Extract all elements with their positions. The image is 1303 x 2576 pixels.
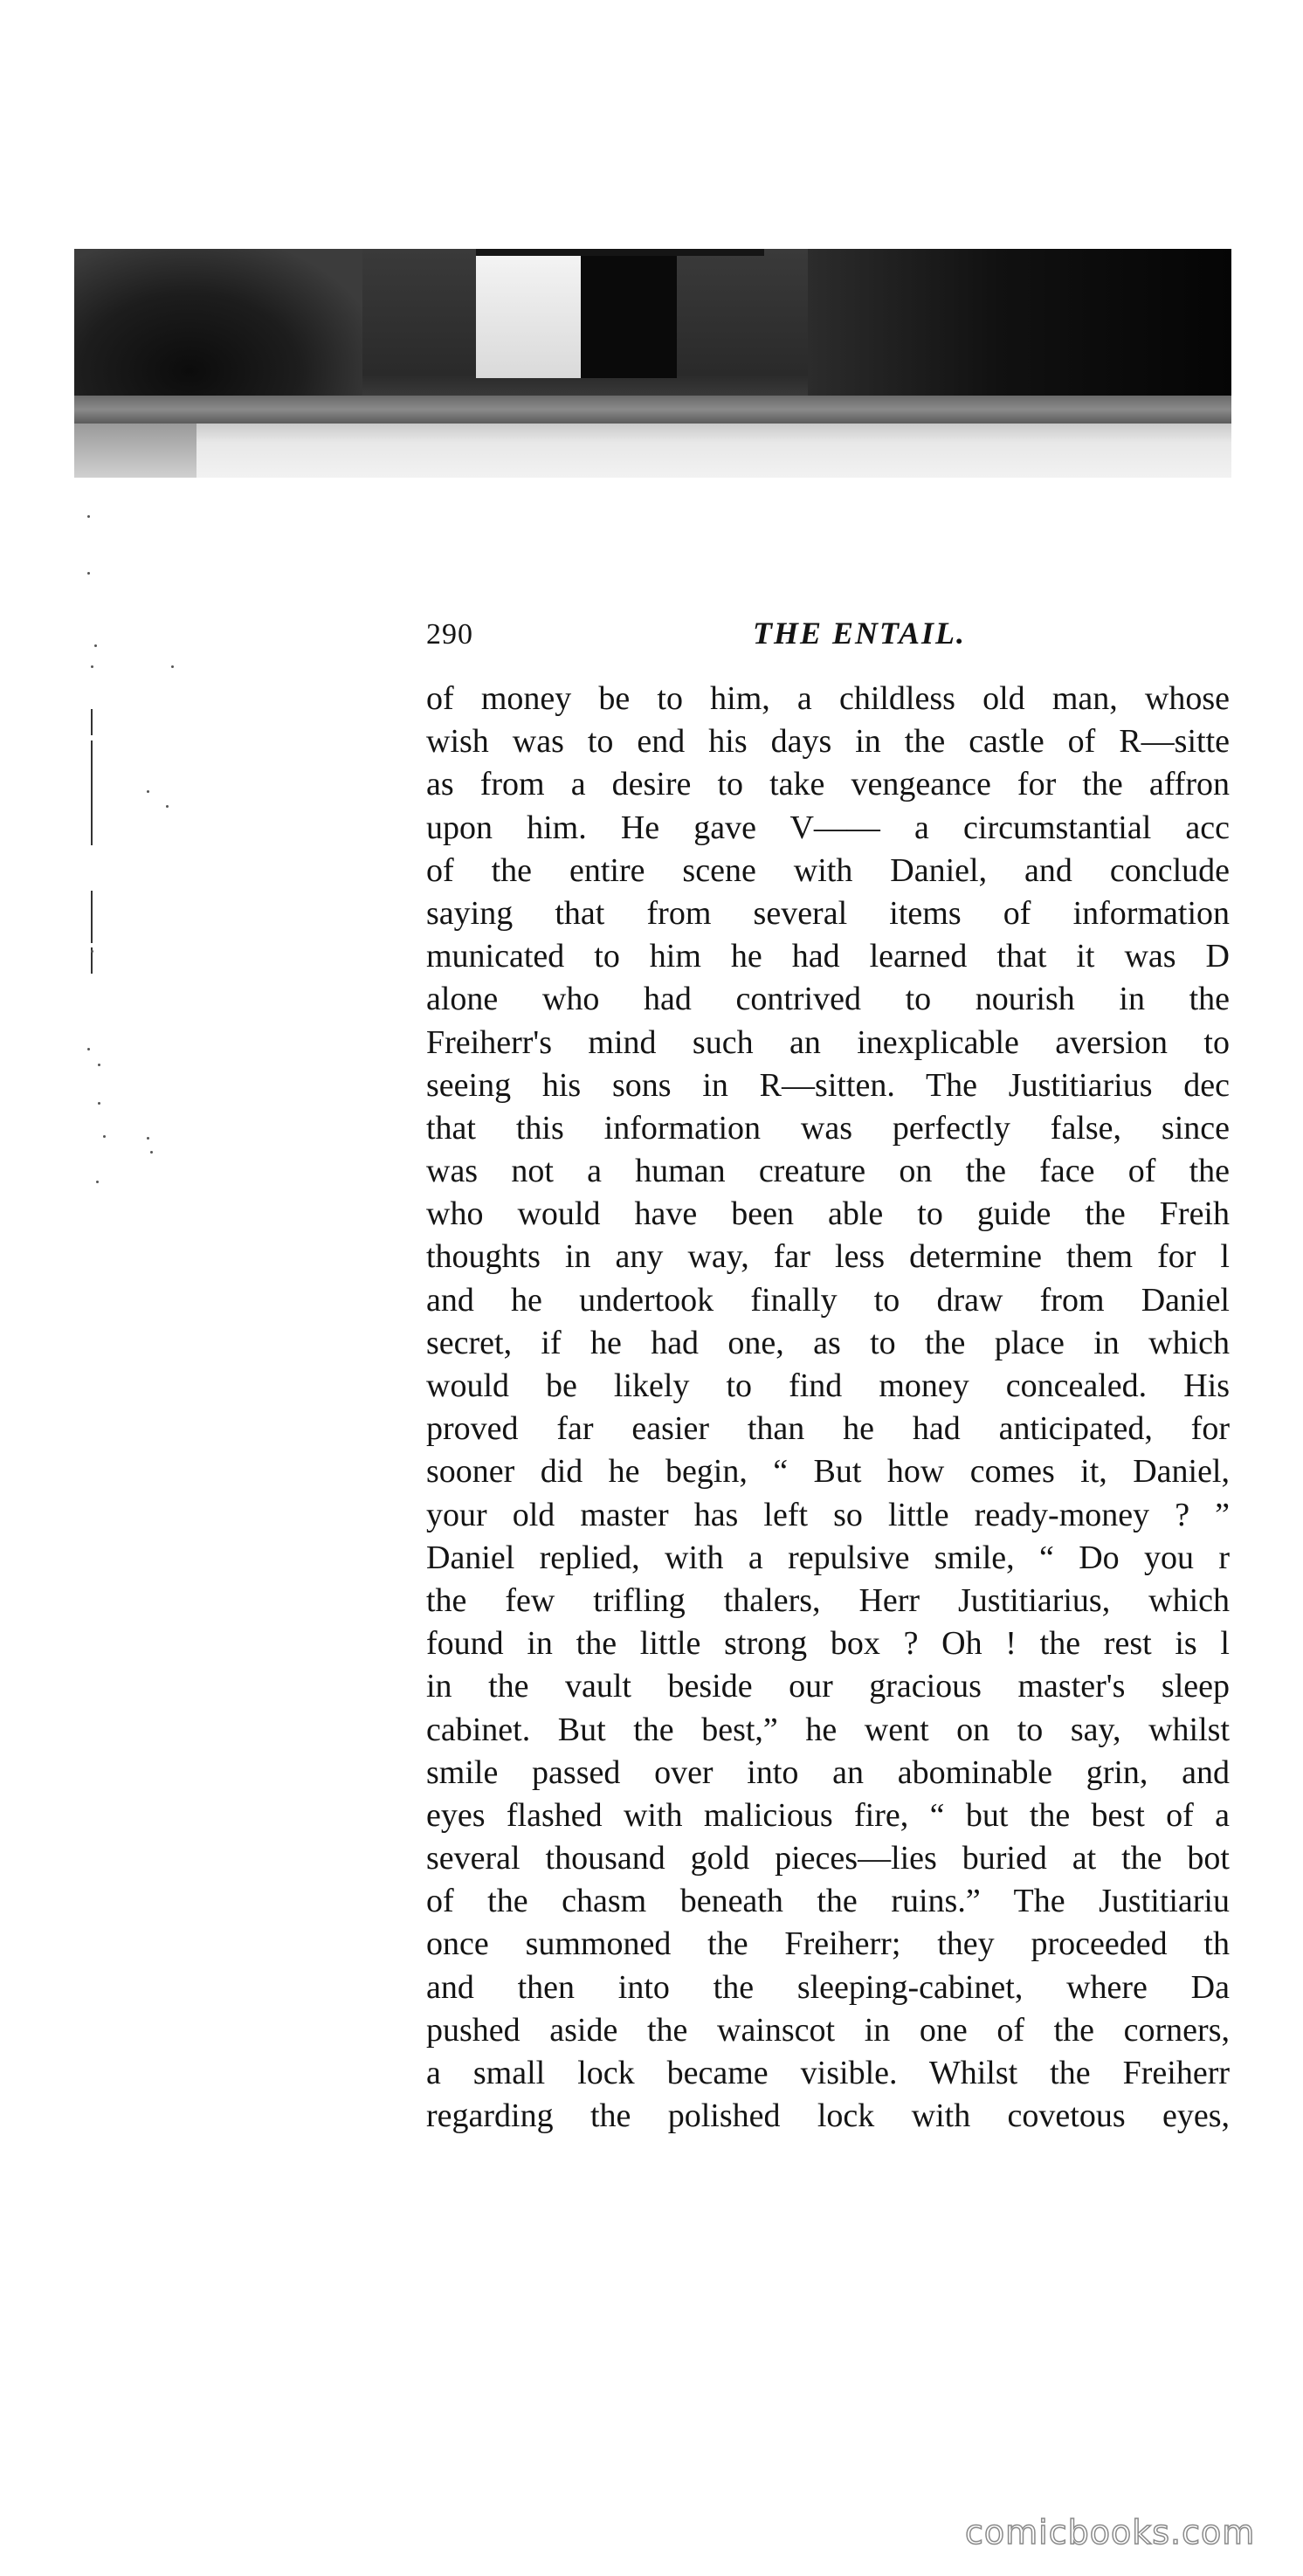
- text-line: Freiherr's mind such an inexplicable aversion to: [426, 1023, 1230, 1061]
- margin-speck: [147, 1137, 149, 1140]
- text-line: in the vault beside our gracious master's sleep: [426, 1668, 1230, 1705]
- margin-speck: [147, 790, 149, 793]
- body-text: [426, 678, 1230, 2138]
- text-line: thoughts in any way, far less determine them for l: [426, 1238, 1230, 1276]
- margin-speck: [87, 572, 90, 575]
- text-line: seeing his sons in R—sitten. The Justitiarius dec: [426, 1066, 1230, 1104]
- text-line: who would have been able to guide the Freih: [426, 1195, 1230, 1233]
- text-line: would be likely to find money concealed. His: [426, 1367, 1230, 1404]
- text-line: the few trifling thalers, Herr Justitiarius, which: [426, 1581, 1230, 1619]
- text-line: sooner did he begin, “ But how comes it, Daniel,: [426, 1453, 1230, 1491]
- margin-speck: [98, 1064, 100, 1066]
- margin-speck: [171, 665, 174, 668]
- margin-specks: [0, 0, 210, 2576]
- text-line: wish was to end his days in the castle of R—sitte: [426, 723, 1230, 761]
- text-line: pushed aside the wainscot in one of the corners,: [426, 2011, 1230, 2049]
- text-line: secret, if he had one, as to the place in which: [426, 1324, 1230, 1361]
- margin-speck: [87, 1048, 90, 1050]
- page-number: 290: [426, 618, 473, 651]
- text-line: found in the little strong box ? Oh ! the rest is l: [426, 1625, 1230, 1663]
- text-line: several thousand gold pieces—lies buried at the bot: [426, 1840, 1230, 1877]
- text-line: that this information was perfectly false, since: [426, 1109, 1230, 1147]
- photo-lit-square: [476, 256, 581, 378]
- text-line: once summoned the Freiherr; they proceeded th: [426, 1925, 1230, 1963]
- margin-rule: [91, 740, 93, 845]
- margin-speck: [96, 1181, 99, 1183]
- text-line: was not a human creature on the face of the: [426, 1153, 1230, 1190]
- text-line: and he undertook finally to draw from Daniel: [426, 1281, 1230, 1319]
- margin-speck: [98, 1102, 100, 1105]
- photo-dark-square: [581, 256, 677, 378]
- text-line: a small lock became visible. Whilst the Freiherr: [426, 2055, 1230, 2091]
- text-line: of the entire scene with Daniel, and conclude: [426, 851, 1230, 889]
- running-title: THE ENTAIL.: [753, 616, 967, 651]
- margin-rule: [91, 709, 93, 735]
- text-line: proved far easier than he had anticipated, for: [426, 1410, 1230, 1448]
- text-line: upon him. He gave V—— a circumstantial acc: [426, 809, 1230, 846]
- text-line: municated to him he had learned that it was D: [426, 938, 1230, 975]
- margin-speck: [166, 805, 169, 808]
- text-line: your old master has left so little ready-money ? ”: [426, 1496, 1230, 1533]
- margin-speck: [94, 644, 97, 647]
- text-line: eyes flashed with malicious fire, “ but the best of a: [426, 1796, 1230, 1834]
- watermark: comicbooks.com: [965, 2513, 1256, 2552]
- margin-speck: [91, 950, 93, 953]
- text-line: of the chasm beneath the ruins.” The Justitiariu: [426, 1883, 1230, 1920]
- margin-rule: [91, 891, 93, 943]
- text-line: regarding the polished lock with covetous eyes,: [426, 2097, 1230, 2135]
- margin-speck: [87, 515, 90, 518]
- margin-speck: [91, 665, 93, 668]
- scanned-photo-band: [74, 249, 1231, 478]
- margin-speck: [103, 1135, 106, 1138]
- text-line: of money be to him, a childless old man, whose: [426, 680, 1230, 717]
- text-line: cabinet. But the best,” he went on to say, whilst: [426, 1711, 1230, 1748]
- text-line: and then into the sleeping-cabinet, where Da: [426, 1968, 1230, 2006]
- photo-top-strip: [476, 249, 764, 256]
- photo-shelf: [74, 396, 1231, 424]
- text-line: saying that from several items of information: [426, 894, 1230, 932]
- photo-floor: [74, 424, 1231, 478]
- margin-speck: [150, 1151, 153, 1154]
- text-line: alone who had contrived to nourish in the: [426, 981, 1230, 1018]
- text-line: as from a desire to take vengeance for the affron: [426, 766, 1230, 803]
- text-line: Daniel replied, with a repulsive smile, “ Do you r: [426, 1539, 1230, 1576]
- text-line: smile passed over into an abominable grin, and: [426, 1753, 1230, 1791]
